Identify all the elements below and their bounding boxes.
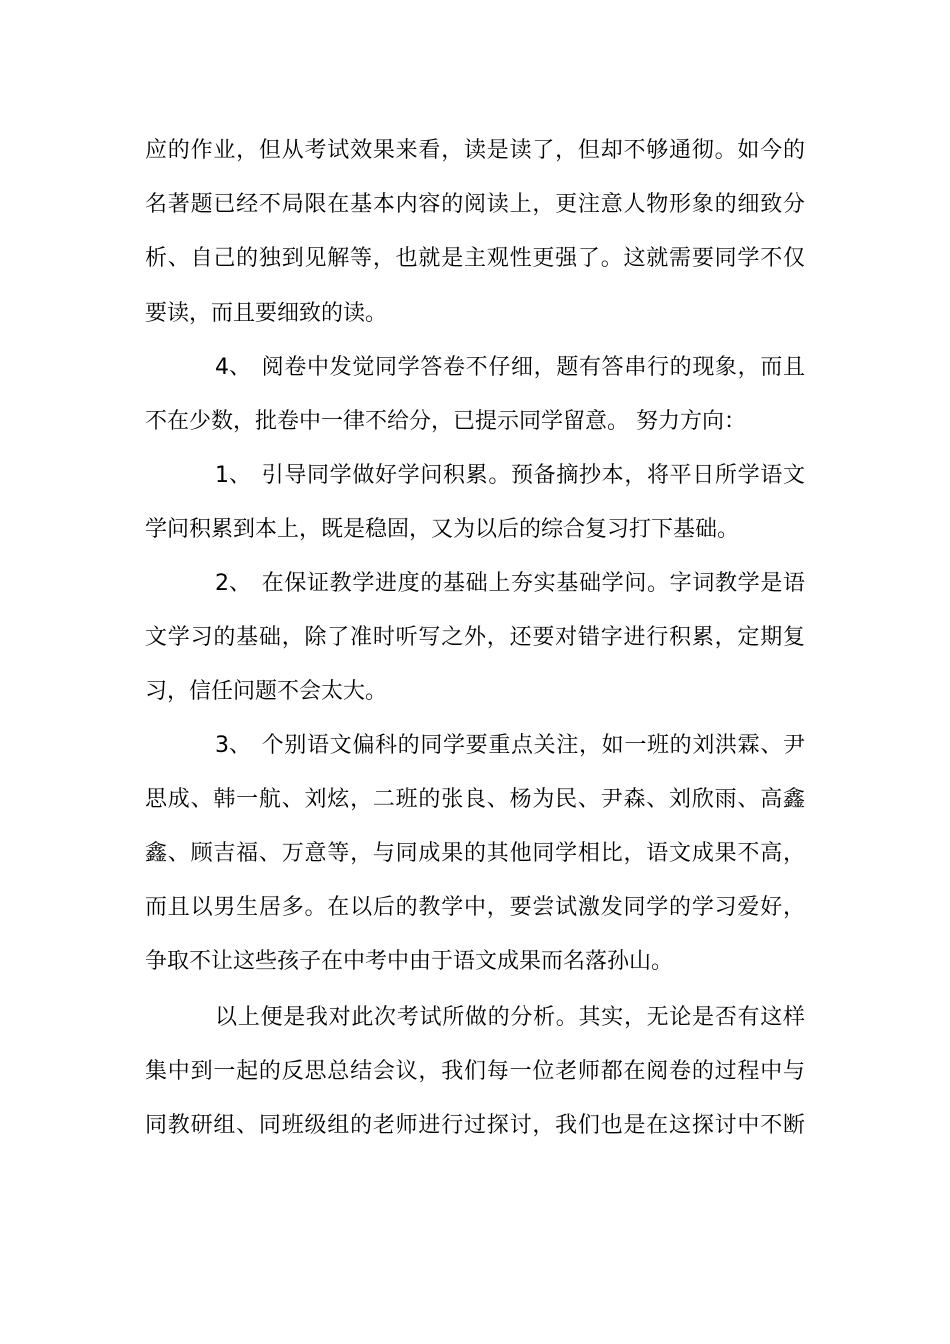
list-number: 4、 bbox=[215, 355, 251, 380]
list-number: 2、 bbox=[215, 571, 251, 596]
text-line: 名著题已经不局限在基本内容的阅读上，更注意人物形象的细致分 bbox=[145, 192, 805, 217]
text-line: 要读，而且要细致的读。 bbox=[145, 301, 388, 326]
list-item-4 bbox=[215, 350, 805, 386]
text-line: 不在少数，批卷中一律不给分，已提示同学留意。 努力方向： bbox=[145, 409, 746, 434]
text-line: 引导同学做好学问积累。预备摘抄本，将平日所学语文 bbox=[261, 463, 805, 488]
text-line: 争取不让这些孩子在中考中由于语文成果而名落孙山。 bbox=[145, 949, 674, 974]
list-item-2 bbox=[215, 566, 805, 602]
text-line: 在保证教学进度的基础上夯实基础学问。字词教学是语 bbox=[261, 571, 805, 596]
list-number: 1、 bbox=[215, 463, 251, 488]
text-line: 鑫、顾吉福、万意等，与同成果的其他同学相比，语文成果不高， bbox=[145, 841, 805, 866]
text-line: 文学习的基础，除了准时听写之外，还要对错字进行积累，定期复 bbox=[145, 625, 805, 650]
text-line: 同教研组、同班级组的老师进行过探讨，我们也是在这探讨中不断 bbox=[145, 1113, 805, 1138]
text-line: 阅卷中发觉同学答卷不仔细，题有答串行的现象，而且 bbox=[261, 355, 805, 380]
text-line: 习，信任问题不会太大。 bbox=[145, 679, 388, 704]
list-item-3 bbox=[215, 728, 805, 764]
text-line: 而且以男生居多。在以后的教学中，要尝试激发同学的学习爱好， bbox=[145, 895, 805, 920]
text-line: 思成、韩一航、刘炫，二班的张良、杨为民、尹森、刘欣雨、高鑫 bbox=[145, 787, 805, 812]
text-line: 应的作业，但从考试效果来看，读是读了，但却不够通彻。如今的 bbox=[145, 138, 805, 163]
list-item-1 bbox=[215, 458, 805, 494]
list-number: 3、 bbox=[215, 733, 251, 758]
text-line: 个别语文偏科的同学要重点关注，如一班的刘洪霖、尹 bbox=[261, 733, 805, 758]
text-line: 学问积累到本上，既是稳固，又为以后的综合复习打下基础。 bbox=[145, 517, 740, 542]
text-line: 以上便是我对此次考试所做的分析。其实，无论是否有这样 bbox=[215, 1005, 805, 1030]
text-line: 集中到一起的反思总结会议，我们每一位老师都在阅卷的过程中与 bbox=[145, 1059, 805, 1084]
text-line: 析、自己的独到见解等，也就是主观性更强了。这就需要同学不仅 bbox=[145, 246, 805, 271]
